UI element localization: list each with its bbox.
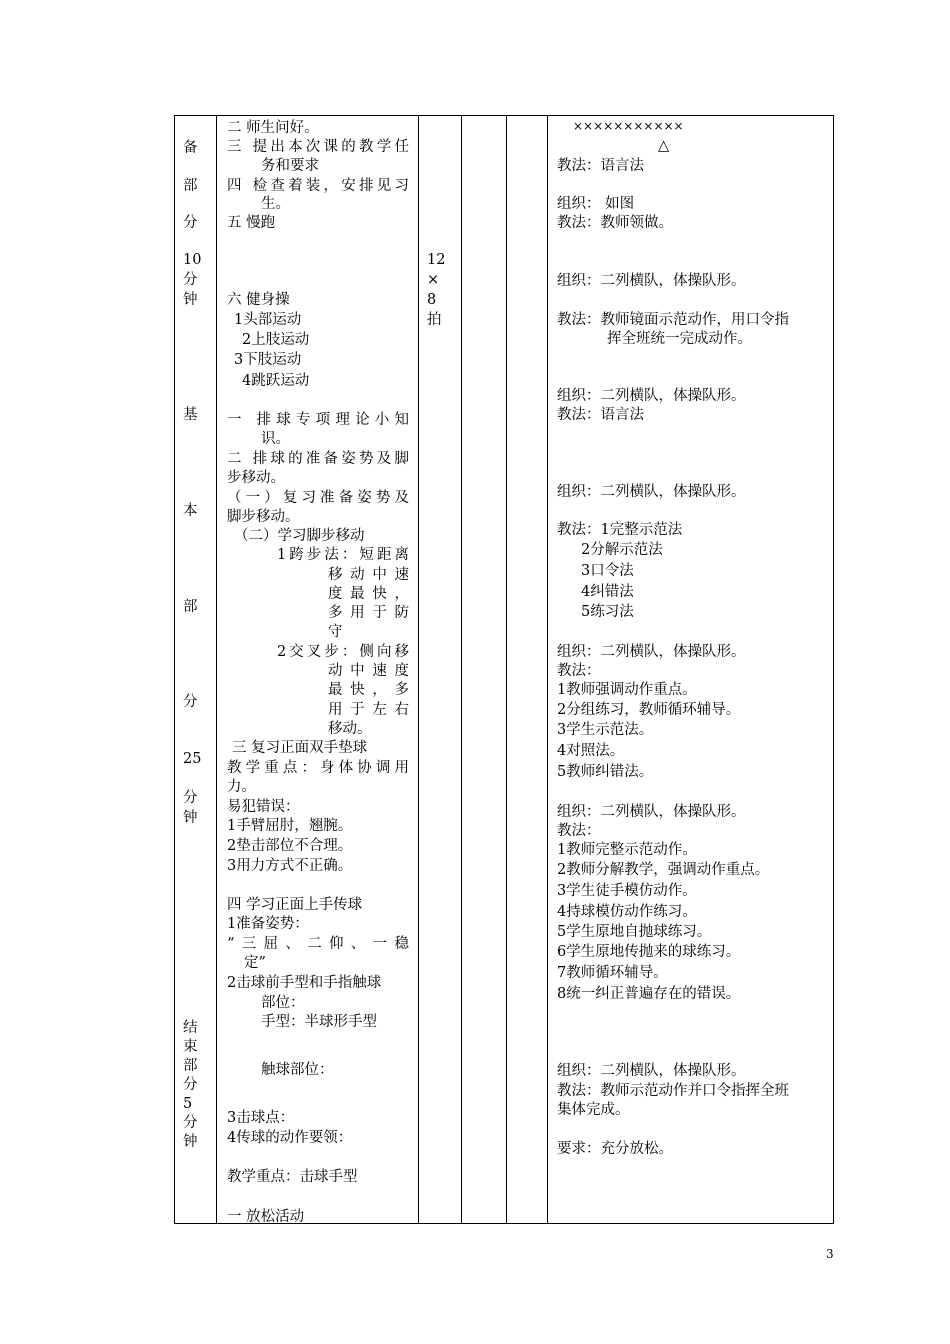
- content-line: 最快，多: [328, 682, 409, 698]
- method-line: 1教师完整示范动作。: [557, 842, 697, 858]
- page-number: 3: [826, 1247, 834, 1261]
- section-label: 分: [183, 272, 198, 288]
- method-line: 教法：: [557, 663, 601, 679]
- section-label: 钟: [183, 810, 198, 826]
- section-label: 钟: [183, 292, 198, 308]
- column-divider: [461, 116, 462, 1223]
- column-divider: [418, 116, 419, 1223]
- content-line: 二 师生问好。: [227, 120, 319, 136]
- section-label: 基: [183, 407, 198, 423]
- method-line: 组织： 如图: [557, 196, 635, 212]
- content-line: 2上肢运动: [242, 332, 310, 348]
- content-line: 三 复习正面双手垫球: [232, 740, 368, 756]
- section-label: 25: [183, 751, 202, 767]
- content-line: 教学重点：击球手型: [227, 1169, 358, 1185]
- section-label: 备: [183, 140, 198, 156]
- section-label: 10: [183, 252, 202, 268]
- method-line: 组织：二列横队，体操队形。: [557, 388, 746, 404]
- content-line: 四 学习正面上手传球: [227, 897, 363, 913]
- column-divider: [547, 116, 548, 1223]
- content-line: 五 慢跑: [227, 215, 276, 231]
- method-line: 集体完成。: [557, 1102, 630, 1118]
- content-line: 触球部位：: [261, 1062, 334, 1078]
- method-line: 要求：充分放松。: [557, 1141, 673, 1157]
- method-line: 教法：教师示范动作并口令指挥全班: [557, 1083, 789, 1099]
- content-line: 1手臂屈肘，翘腕。: [227, 818, 353, 834]
- content-line: （二）学习脚步移动: [234, 528, 365, 544]
- content-line: 2交叉步：侧向移: [277, 644, 409, 660]
- method-line: 组织：二列横队，体操队形。: [557, 484, 746, 500]
- method-line: 7教师循环辅导。: [557, 965, 668, 981]
- method-line: 4对照法。: [557, 743, 625, 759]
- content-line: 1准备姿势：: [227, 916, 309, 932]
- section-label: 分: [183, 694, 198, 710]
- content-line: 六 健身操: [227, 292, 290, 308]
- section-label: 分: [183, 1077, 198, 1093]
- method-line: 教法：教师镜面示范动作，用口令指: [557, 312, 789, 328]
- count-line: ×: [427, 272, 440, 288]
- content-line: 识。: [261, 431, 290, 447]
- content-line: 3击球点：: [227, 1110, 295, 1126]
- method-line: 3口令法: [581, 563, 634, 579]
- method-line: 教法：1完整示范法: [557, 522, 683, 538]
- method-line: 4持球模仿动作练习。: [557, 904, 697, 920]
- method-line: 2分组练习，教师循环辅导。: [557, 702, 741, 718]
- method-line: 5练习法: [581, 604, 634, 620]
- content-line: 2垫击部位不合理。: [227, 838, 353, 854]
- content-line: （一）复习准备姿势及: [227, 490, 409, 506]
- section-label: 钟: [183, 1134, 198, 1150]
- content-line: 3用力方式不正确。: [227, 858, 353, 874]
- method-line: 1教师强调动作重点。: [557, 682, 697, 698]
- content-line: 度最快，: [328, 586, 409, 602]
- method-line: 3学生示范法。: [557, 722, 654, 738]
- section-label: 部: [183, 599, 198, 615]
- method-line: 组织：二列横队，体操队形。: [557, 273, 746, 289]
- method-line: 5教师纠错法。: [557, 764, 654, 780]
- content-line: 一 放松活动: [227, 1209, 305, 1225]
- formation-crosses: ×××××××××××: [573, 119, 684, 133]
- content-line: 手型：半球形手型: [261, 1014, 377, 1030]
- method-line: 3学生徒手模仿动作。: [557, 883, 697, 899]
- section-label: 分: [183, 1115, 198, 1131]
- content-line: 生。: [261, 196, 290, 212]
- method-line: 8统一纠正普遍存在的错误。: [557, 986, 741, 1002]
- content-line: 动中速度: [328, 663, 409, 679]
- content-line: 三 提出本次课的教学任: [227, 139, 409, 155]
- method-line: 挥全班统一完成动作。: [607, 331, 752, 347]
- method-line: 6学生原地传抛来的球练习。: [557, 944, 741, 960]
- content-line: 部位：: [261, 995, 305, 1011]
- column-divider: [216, 116, 217, 1223]
- content-line: 四 检查着装，安排见习: [227, 178, 409, 194]
- content-line: 移动中速: [328, 567, 409, 583]
- method-line: 2教师分解教学，强调动作重点。: [557, 862, 770, 878]
- section-label: 分: [183, 790, 198, 806]
- content-line: 4跳跃运动: [242, 373, 310, 389]
- section-label: 部: [183, 1058, 198, 1074]
- content-line: “三屈、二仰、一稳: [227, 936, 409, 952]
- content-line: 3下肢运动: [234, 352, 302, 368]
- content-line: 力。: [227, 779, 256, 795]
- count-line: 8: [427, 292, 437, 308]
- content-line: 1头部运动: [234, 312, 302, 328]
- column-divider: [506, 116, 507, 1223]
- count-line: 拍: [427, 312, 442, 328]
- section-label: 分: [183, 215, 198, 231]
- method-line: 2分解示范法: [581, 542, 663, 558]
- method-line: 4纠错法: [581, 584, 634, 600]
- content-line: 易犯错误：: [227, 799, 300, 815]
- section-label: 5: [183, 1096, 193, 1112]
- method-line: 教法：语言法: [557, 158, 644, 174]
- method-line: 教法：教师领做。: [557, 215, 673, 231]
- method-line: 教法：: [557, 823, 601, 839]
- method-line: 组织：二列横队，体操队形。: [557, 1063, 746, 1079]
- content-line: 教学重点：身体协调用: [227, 760, 409, 776]
- section-label: 结: [183, 1020, 198, 1036]
- content-line: 4传球的动作要领：: [227, 1130, 353, 1146]
- content-line: 脚步移动。: [227, 509, 300, 525]
- content-line: 务和要求: [261, 158, 319, 174]
- section-label: 束: [183, 1039, 198, 1055]
- teacher-triangle: △: [658, 138, 670, 154]
- content-line: 移动。: [328, 721, 372, 737]
- content-line: 多用于防: [328, 605, 409, 621]
- content-line: 一 排球专项理论小知: [227, 412, 409, 428]
- count-line: 12: [427, 252, 446, 268]
- content-line: 守: [328, 624, 343, 640]
- section-label: 本: [183, 503, 198, 519]
- method-line: 教法：语言法: [557, 407, 644, 423]
- method-line: 组织：二列横队，体操队形。: [557, 804, 746, 820]
- method-line: 5学生原地自抛球练习。: [557, 924, 712, 940]
- method-line: 组织：二列横队，体操队形。: [557, 644, 746, 660]
- content-line: 用于左右: [328, 702, 409, 718]
- section-label: 部: [183, 178, 198, 194]
- content-line: 定”: [244, 955, 266, 971]
- content-line: 2击球前手型和手指触球: [227, 975, 382, 991]
- content-line: 步移动。: [227, 470, 285, 486]
- content-line: 二 排球的准备姿势及脚: [227, 451, 409, 467]
- content-line: 1跨步法：短距离: [277, 547, 409, 563]
